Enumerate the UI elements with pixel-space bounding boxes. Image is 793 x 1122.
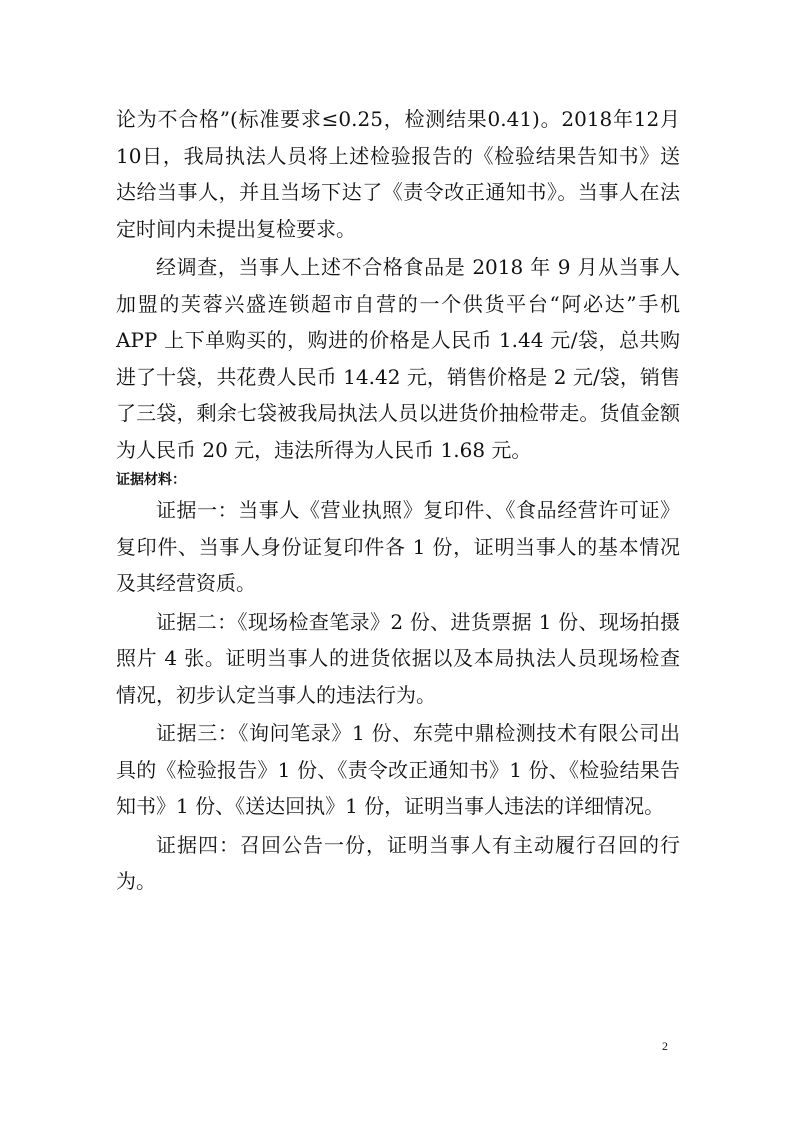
paragraph-investigation: 经调查，当事人上述不合格食品是 2018 年 9 月从当事人加盟的芙蓉兴盛连锁超市自营的一个供货平台“阿必达”手机 APP 上下单购买的，购进的价格是人民币 1.44 元/袋，总共购进了十袋，共花费人民币 14.42 元，销售价格是 2 元/袋，销售了三袋，剩余七袋被我局执法人员以进货价抽检带走。货值金额为人民币 20 元，违法所得为人民币 1.68 元。 bbox=[116, 255, 680, 462]
document-body bbox=[116, 101, 680, 900]
evidence-item-1: 证据一：当事人《营业执照》复印件、《食品经营许可证》复印件、当事人身份证复印件各 1 份，证明当事人的基本情况及其经营资质。 bbox=[116, 498, 680, 595]
evidence-item-3: 证据三：《询问笔录》1 份、东莞中鼎检测技术有限公司出具的《检验报告》1 份、《责令改正通知书》1 份、《检验结果告知书》1 份、《送达回执》1 份，证明当事人违法的详细情况。 bbox=[116, 721, 680, 818]
evidence-item-4: 证据四：召回公告一份，证明当事人有主动履行召回的行为。 bbox=[116, 832, 680, 893]
page-number: 2 bbox=[662, 1039, 668, 1053]
evidence-item-2: 证据二：《现场检查笔录》2 份、进货票据 1 份、现场拍摄照片 4 张。证明当事人的进货依据以及本局执法人员现场检查情况，初步认定当事人的违法行为。 bbox=[116, 609, 680, 707]
paragraph-test-result: 论为不合格”(标准要求≤0.25，检测结果0.41)。2018年12月10日，我局执法人员将上述检验报告的《检验结果告知书》送达给当事人，并且当场下达了《责令改正通知书》。当事人在法定时间内未提出复检要求。 bbox=[116, 107, 680, 241]
evidence-heading: 证据材料： bbox=[116, 472, 186, 488]
